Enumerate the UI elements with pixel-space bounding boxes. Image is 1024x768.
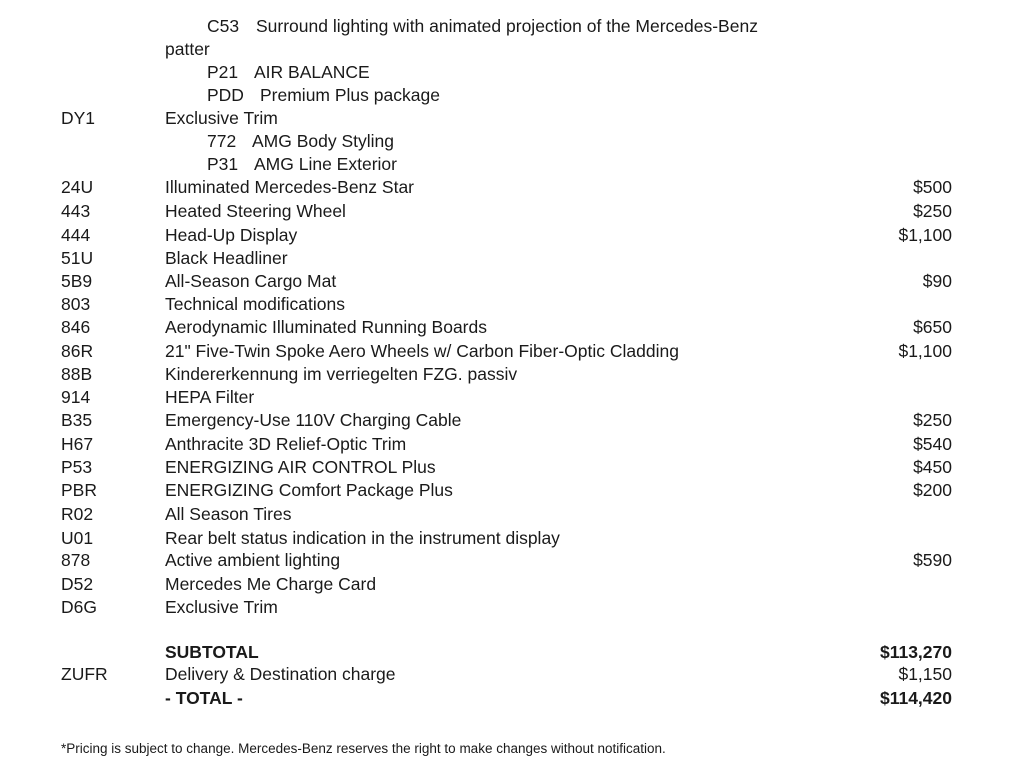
option-price: $1,100 [898,225,952,245]
option-row [0,247,1024,270]
option-row [0,224,1024,247]
option-row [0,340,1024,363]
package-row-dy1 [0,107,1024,130]
option-description: HEPA Filter [165,387,255,407]
option-code: DY1 [61,108,96,128]
option-description: Kindererkennung im verriegelten FZG. passiv [165,364,518,384]
option-code: 24U [61,177,94,197]
option-row [0,549,1024,572]
option-price: $250 [913,410,952,430]
option-description: 21" Five-Twin Spoke Aero Wheels w/ Carbon Fiber-Optic Cladding [165,341,679,361]
option-price: $590 [913,550,952,570]
option-row [0,573,1024,596]
option-code: 444 [61,225,91,245]
option-code: 88B [61,364,93,384]
option-row [0,596,1024,619]
option-description: Rear belt status indication in the instrument display [165,528,560,548]
option-description: Aerodynamic Illuminated Running Boards [165,317,487,337]
option-row [0,176,1024,199]
total-value: $114,420 [879,688,952,708]
option-code: 878 [61,550,91,570]
option-code: 86R [61,341,94,361]
option-description: Head-Up Display [165,225,298,245]
option-code: R02 [61,504,94,524]
option-code: D6G [61,597,97,617]
package-item-p21 [0,61,1024,84]
option-price: $250 [913,201,952,221]
option-description: ENERGIZING Comfort Package Plus [165,480,453,500]
total-label: - TOTAL - [165,688,243,708]
option-description: Surround lighting with animated projection of the Mercedes-Benz [256,16,758,36]
option-description: Active ambient lighting [165,550,341,570]
delivery-label: Delivery & Destination charge [165,664,396,684]
option-description: Technical modifications [165,294,345,314]
option-description: Heated Steering Wheel [165,201,346,221]
option-row [0,386,1024,409]
subtotal-row [0,641,1024,664]
option-code: P21 [207,62,239,82]
option-description: AMG Body Styling [252,131,394,151]
option-code: PBR [61,480,97,500]
option-price: $200 [913,480,952,500]
option-price: $540 [913,434,952,454]
option-code: P31 [207,154,239,174]
option-row [0,293,1024,316]
option-description: Mercedes Me Charge Card [165,574,377,594]
option-price: $650 [913,317,952,337]
option-code: 5B9 [61,271,93,291]
option-description: Emergency-Use 110V Charging Cable [165,410,462,430]
option-code: 772 [207,131,237,151]
option-description: Premium Plus package [260,85,440,105]
package-item-c53-continued [0,38,1024,61]
option-row [0,433,1024,456]
subtotal-value: $113,270 [879,642,952,662]
delivery-value: $1,150 [898,664,952,684]
option-code: 846 [61,317,91,337]
option-price: $450 [913,457,952,477]
option-row [0,409,1024,432]
total-row [0,687,1024,710]
option-row [0,503,1024,526]
option-description: Illuminated Mercedes-Benz Star [165,177,414,197]
option-code: 51U [61,248,94,268]
delivery-code: ZUFR [61,664,108,684]
option-description: Exclusive Trim [165,108,278,128]
package-item-p31 [0,153,1024,176]
option-description: AIR BALANCE [254,62,370,82]
package-item-pdd [0,84,1024,107]
option-code: H67 [61,434,94,454]
option-description: Anthracite 3D Relief-Optic Trim [165,434,407,454]
option-row [0,316,1024,339]
delivery-row [0,663,1024,686]
option-code: D52 [61,574,94,594]
option-row [0,527,1024,550]
option-row [0,200,1024,223]
option-code: 803 [61,294,91,314]
option-description: Exclusive Trim [165,597,278,617]
option-code: P53 [61,457,93,477]
subtotal-label: SUBTOTAL [165,642,259,662]
pricing-footnote: *Pricing is subject to change. Mercedes-Benz reserves the right to make changes without notification. [61,741,666,756]
option-description-continued: patter [165,39,210,59]
option-description: Black Headliner [165,248,288,268]
option-row [0,270,1024,293]
option-code: B35 [61,410,93,430]
option-code: 443 [61,201,91,221]
option-price: $90 [922,271,952,291]
option-row [0,363,1024,386]
package-item-c53 [0,15,1024,38]
option-description: AMG Line Exterior [254,154,397,174]
option-description: All-Season Cargo Mat [165,271,337,291]
option-price: $1,100 [898,341,952,361]
option-code: C53 [207,16,240,36]
package-item-772 [0,130,1024,153]
option-code: PDD [207,85,244,105]
option-row [0,479,1024,502]
option-description: ENERGIZING AIR CONTROL Plus [165,457,436,477]
option-code: U01 [61,528,94,548]
option-price: $500 [913,177,952,197]
option-row [0,456,1024,479]
option-code: 914 [61,387,91,407]
option-description: All Season Tires [165,504,292,524]
